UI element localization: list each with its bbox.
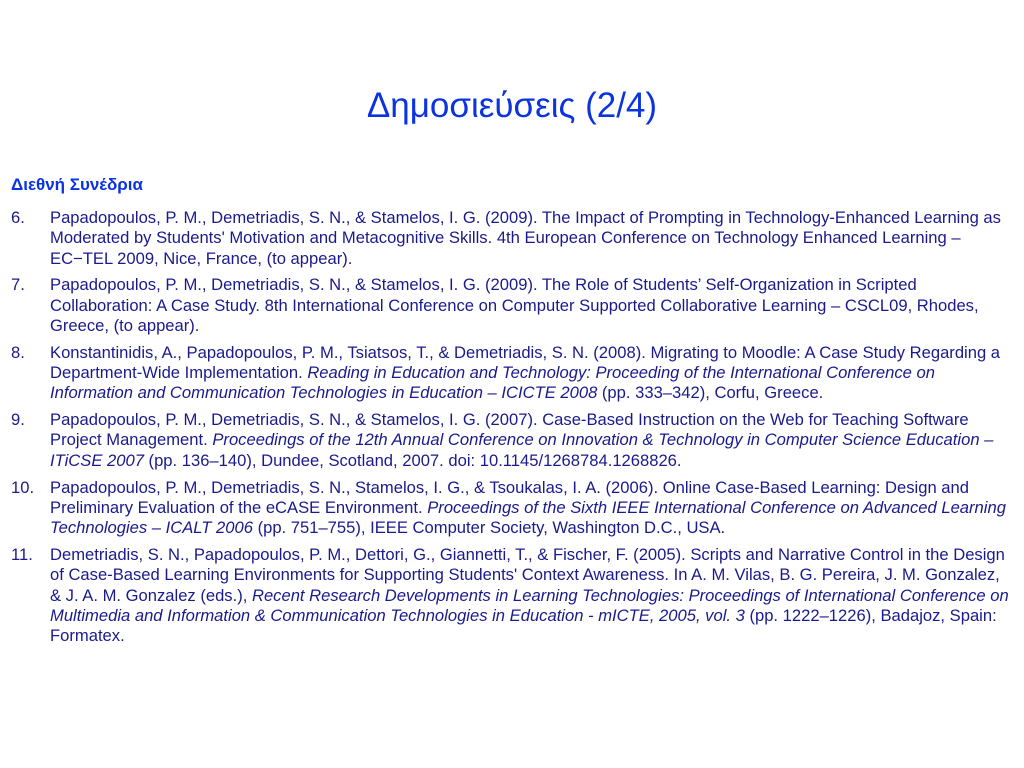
reference-venue: Recent Research Developments in Learning Technologies: Proceedings of International Conference on Multimedia and Information & Communication Technologies in Education - mICTE, 2005, vol. 3 [50, 585, 1009, 625]
reference-item-9 [11, 410, 1015, 471]
reference-text [50, 478, 1015, 539]
section-heading: Διεθνή Συνέδρια [11, 175, 143, 194]
reference-citation: Papadopoulos, P. M., Demetriadis, S. N., & Stamelos, I. G. (2007). Case-Based Instruction on the Web for Teaching Software Project Management. [50, 410, 969, 450]
reference-details: (pp. 333–342), Corfu, Greece. [597, 383, 824, 403]
reference-text [50, 343, 1015, 404]
reference-number: 7. [11, 275, 25, 295]
reference-citation: Konstantinidis, A., Papadopoulos, P. M., Tsiatsos, T., & Demetriadis, S. N. (2008). Migrating to Moodle: A Case Study Regarding a Department-Wide Implementation. [50, 342, 1001, 383]
reference-venue: Reading in Education and Technology: Proceeding of the International Conference on Information and Communication Technologies in Education – ICICTE 2008 [50, 363, 935, 403]
reference-text [50, 208, 1015, 269]
reference-citation: Papadopoulos, P. M., Demetriadis, S. N., Stamelos, I. G., & Tsoukalas, I. A. (2006). Online Case-Based Learning: Design and Preliminary Evaluation of the eCASE Environment. [50, 477, 969, 517]
reference-item-11 [11, 545, 1015, 646]
reference-number: 6. [11, 208, 25, 227]
reference-number: 11. [11, 544, 33, 564]
reference-text [50, 410, 1015, 471]
reference-item-10 [11, 478, 1015, 539]
reference-details: (pp. 1222–1226), Badajoz, Spain: Formatex. [50, 605, 997, 646]
reference-number: 10. [11, 477, 35, 497]
reference-item-6 [11, 208, 1015, 269]
reference-list [11, 208, 1015, 653]
reference-details: (pp. 136–140), Dundee, Scotland, 2007. doi: 10.1145/1268784.1268826. [143, 450, 682, 470]
reference-number: 9. [11, 410, 25, 430]
reference-text [50, 545, 1015, 646]
reference-details: (pp. 751–755), IEEE Computer Society, Washington D.C., USA. [252, 518, 726, 538]
reference-venue: Proceedings of the Sixth IEEE International Conference on Advanced Learning Technologies – ICALT 2006 [50, 497, 1006, 538]
reference-text [50, 275, 1015, 336]
reference-venue: Proceedings of the 12th Annual Conference on Innovation & Technology in Computer Science Education – ITiCSE 2007 [50, 430, 994, 470]
reference-item-7 [11, 275, 1015, 336]
reference-item-8 [11, 343, 1015, 404]
slide-title: Δημοσιεύσεις (2/4) [366, 86, 658, 125]
reference-citation: Demetriadis, S. N., Papadopoulos, P. M., Dettori, G., Giannetti, T., & Fischer, F. (2005). Scripts and Narrative Control in the Design of Case-Based Learning Environments for Supporting Students' Context Awareness. In A. M. Vilas, B. G. Pereira, J. M. Gonzalez, & J. A. M. Gonzalez (eds.), [50, 544, 1005, 605]
reference-number: 8. [11, 342, 25, 362]
reference-citation: Papadopoulos, P. M., Demetriadis, S. N., & Stamelos, I. G. (2009). The Role of Students’ Self-Organization in Scripted Collaboration: A Case Study. 8th International Conference on Computer Supported Collaborative Learning – CSCL09, Rhodes, Greece, (to appear). [50, 275, 979, 335]
reference-citation: Papadopoulos, P. M., Demetriadis, S. N., & Stamelos, I. G. (2009). The Impact of Prompting in Technology-Enhanced Learning as Moderated by Students' Motivation and Metacognitive Skills. 4th European Conference on Technology Enhanced Learning – EC−TEL 2009, Nice, France, (to appear). [50, 208, 1001, 268]
